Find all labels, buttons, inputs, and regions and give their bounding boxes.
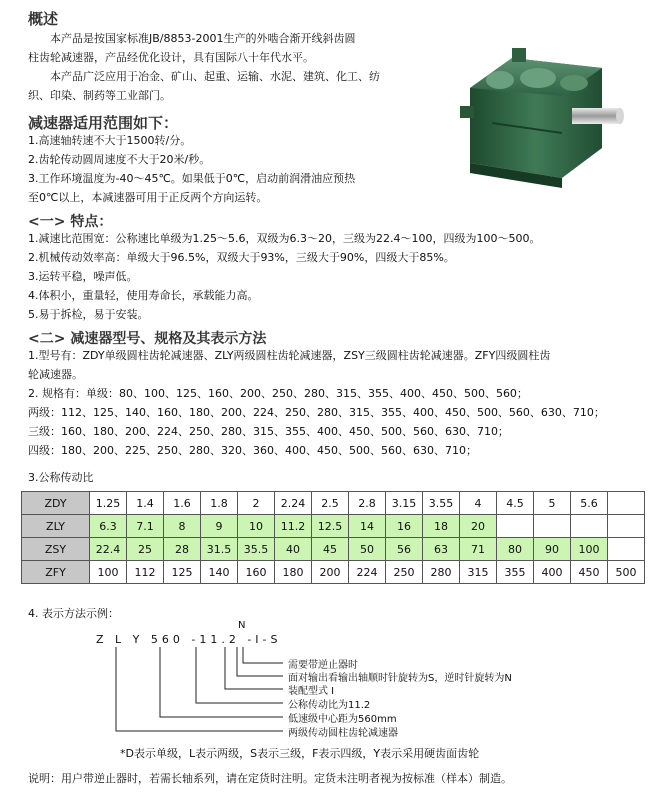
example-remark: 说明：用户带逆止器时，若需长轴系列，请在定货时注明。定货未注明者视为按标准（样本）制造。 <box>28 772 512 785</box>
feature-item-5: 5.易于拆检，易于安装。 <box>28 308 149 321</box>
ratio-cell: 35.5 <box>238 538 275 561</box>
ratio-cell: 14 <box>349 515 386 538</box>
ratio-cell: 20 <box>460 515 497 538</box>
ratio-cell: 355 <box>497 561 534 584</box>
ratio-cell: 125 <box>164 561 201 584</box>
example-note-4: 公称传动比为11.2 <box>288 700 371 711</box>
ratio-cell: 50 <box>349 538 386 561</box>
ratio-cell: 2.8 <box>349 492 386 515</box>
scope-item-3-cont: 至0℃以上，本减速器可用于正反两个方向运转。 <box>28 191 268 204</box>
models-line-6: 四级：180、200、225、250、280、320、360、400、450、500、560、630、710； <box>28 444 477 457</box>
ratio-cell: 200 <box>312 561 349 584</box>
models-line-5: 三级：160、180、200、224、250、280、315、355、400、450、500、560、630、710； <box>28 425 509 438</box>
ratio-cell: 22.4 <box>90 538 127 561</box>
ratio-cell: 31.5 <box>201 538 238 561</box>
ratio-cell: 280 <box>423 561 460 584</box>
models-line-4: 两级：112、125、140、160、180、200、224、250、280、315、355、400、450、500、560、630、710； <box>28 406 605 419</box>
ratio-row-header: ZLY <box>22 515 90 538</box>
ratio-cell: 12.5 <box>312 515 349 538</box>
example-n-mark: N <box>238 620 246 631</box>
overview-paragraph-2-line-2: 织、印染、制药等工业部门。 <box>28 89 171 102</box>
ratio-cell: 40 <box>275 538 312 561</box>
ratio-cell: 7.1 <box>127 515 164 538</box>
ratio-cell: 18 <box>423 515 460 538</box>
ratio-cell: 6.3 <box>90 515 127 538</box>
ratio-cell: 100 <box>90 561 127 584</box>
ratio-cell: 140 <box>201 561 238 584</box>
ratio-row-header: ZFY <box>22 561 90 584</box>
models-heading: <二> 减速器型号、规格及其表示方法 <box>28 331 267 347</box>
ratio-cell: 112 <box>127 561 164 584</box>
ratio-cell: 5.6 <box>571 492 608 515</box>
ratio-cell: 1.4 <box>127 492 164 515</box>
ratio-cell: 450 <box>571 561 608 584</box>
leader-line-5 <box>160 647 283 717</box>
ratio-cell: 1.6 <box>164 492 201 515</box>
example-note-5: 低速级中心距为560mm <box>288 714 397 725</box>
overview-paragraph-2-line-1: 本产品广泛应用于冶金、矿山、起重、运输、水泥、建筑、化工、纺 <box>50 70 380 83</box>
ratio-cell: 71 <box>460 538 497 561</box>
feature-item-1: 1.减速比范围宽：公称速比单级为1.25～5.6，双级为6.3～20，三级为22.4～100，四级为100～500。 <box>28 232 541 245</box>
ratio-row-header: ZSY <box>22 538 90 561</box>
ratio-cell: 5 <box>534 492 571 515</box>
models-line-2: 轮减速器。 <box>28 368 83 381</box>
ratio-cell: 10 <box>238 515 275 538</box>
ratio-cell: 25 <box>127 538 164 561</box>
example-note-6: 两级传动圆柱齿轮减速器 <box>288 728 398 739</box>
ratio-cell: 180 <box>275 561 312 584</box>
leader-line-3 <box>225 647 283 689</box>
overview-paragraph-1-line-1: 本产品是按国家标准JB/8853-2001生产的外啮合渐开线斜齿圆 <box>50 32 356 45</box>
scope-item-3: 3.工作环境温度为-40～45℃。如果低于0℃，启动前润滑油应预热 <box>28 172 356 185</box>
ratio-table-label: 3.公称传动比 <box>28 471 94 484</box>
ratio-cell: 11.2 <box>275 515 312 538</box>
ratio-cell: 160 <box>238 561 275 584</box>
leader-line-4 <box>196 647 283 703</box>
scope-heading: 减速器适用范围如下： <box>28 114 179 132</box>
models-line-3: 2. 规格有：单级：80、100、125、160、200、250、280、315、355、400、450、500、560； <box>28 387 528 400</box>
features-heading: <一> 特点： <box>28 214 113 230</box>
overview-heading: 概述 <box>28 10 59 28</box>
ratio-cell: 2.24 <box>275 492 312 515</box>
ratio-cell: 8 <box>164 515 201 538</box>
example-note-2: 面对输出看输出轴顺时针旋转为S，逆时针旋转为N <box>288 673 512 684</box>
ratio-cell: 80 <box>497 538 534 561</box>
ratio-cell: 90 <box>534 538 571 561</box>
ratio-cell: 3.15 <box>386 492 423 515</box>
ratio-cell: 2 <box>238 492 275 515</box>
example-label: 4. 表示方法示例： <box>28 607 119 620</box>
ratio-cell: 16 <box>386 515 423 538</box>
example-code: Z L Y 560 -11.2 -I-S <box>96 633 282 646</box>
example-footnote: *D表示单级，L表示两级，S表示三级，F表示四级，Y表示采用硬齿面齿轮 <box>120 747 480 760</box>
ratio-cell: 63 <box>423 538 460 561</box>
ratio-cell: 3.55 <box>423 492 460 515</box>
ratio-cell: 4 <box>460 492 497 515</box>
ratio-cell: 4.5 <box>497 492 534 515</box>
leader-line-2 <box>237 647 283 676</box>
ratio-cell: 28 <box>164 538 201 561</box>
ratio-cell: 500 <box>608 561 645 584</box>
ratio-cell: 1.8 <box>201 492 238 515</box>
leader-line-1 <box>243 647 283 663</box>
scope-item-1: 1.高速轴转速不大于1500转/分。 <box>28 134 192 147</box>
ratio-cell: 45 <box>312 538 349 561</box>
example-note-1: 需要带逆止器时 <box>288 660 358 671</box>
ratio-cell: 224 <box>349 561 386 584</box>
ratio-cell: 100 <box>571 538 608 561</box>
feature-item-3: 3.运转平稳，噪声低。 <box>28 270 138 283</box>
ratio-cell: 1.25 <box>90 492 127 515</box>
example-note-3: 装配型式 I <box>288 686 335 697</box>
ratio-row-header: ZDY <box>22 492 90 515</box>
ratio-cell: 315 <box>460 561 497 584</box>
feature-item-2: 2.机械传动效率高：单级大于96.5%，双级大于93%，三级大于90%，四级大于85%。 <box>28 251 455 264</box>
ratio-cell: 9 <box>201 515 238 538</box>
ratio-cell: 2.5 <box>312 492 349 515</box>
overview-paragraph-1-line-2: 柱齿轮减速器，产品经优化设计，具有国际八十年代水平。 <box>28 51 314 64</box>
ratio-cell: 56 <box>386 538 423 561</box>
models-line-1: 1.型号有：ZDY单级圆柱齿轮减速器、ZLY两级圆柱齿轮减速器，ZSY三级圆柱齿轮减速器。ZFY四级圆柱齿 <box>28 349 551 362</box>
ratio-cell: 250 <box>386 561 423 584</box>
ratio-cell: 400 <box>534 561 571 584</box>
scope-item-2: 2.齿轮传动圆周速度不大于20米/秒。 <box>28 153 211 166</box>
feature-item-4: 4.体积小，重量轻，使用寿命长，承载能力高。 <box>28 289 259 302</box>
